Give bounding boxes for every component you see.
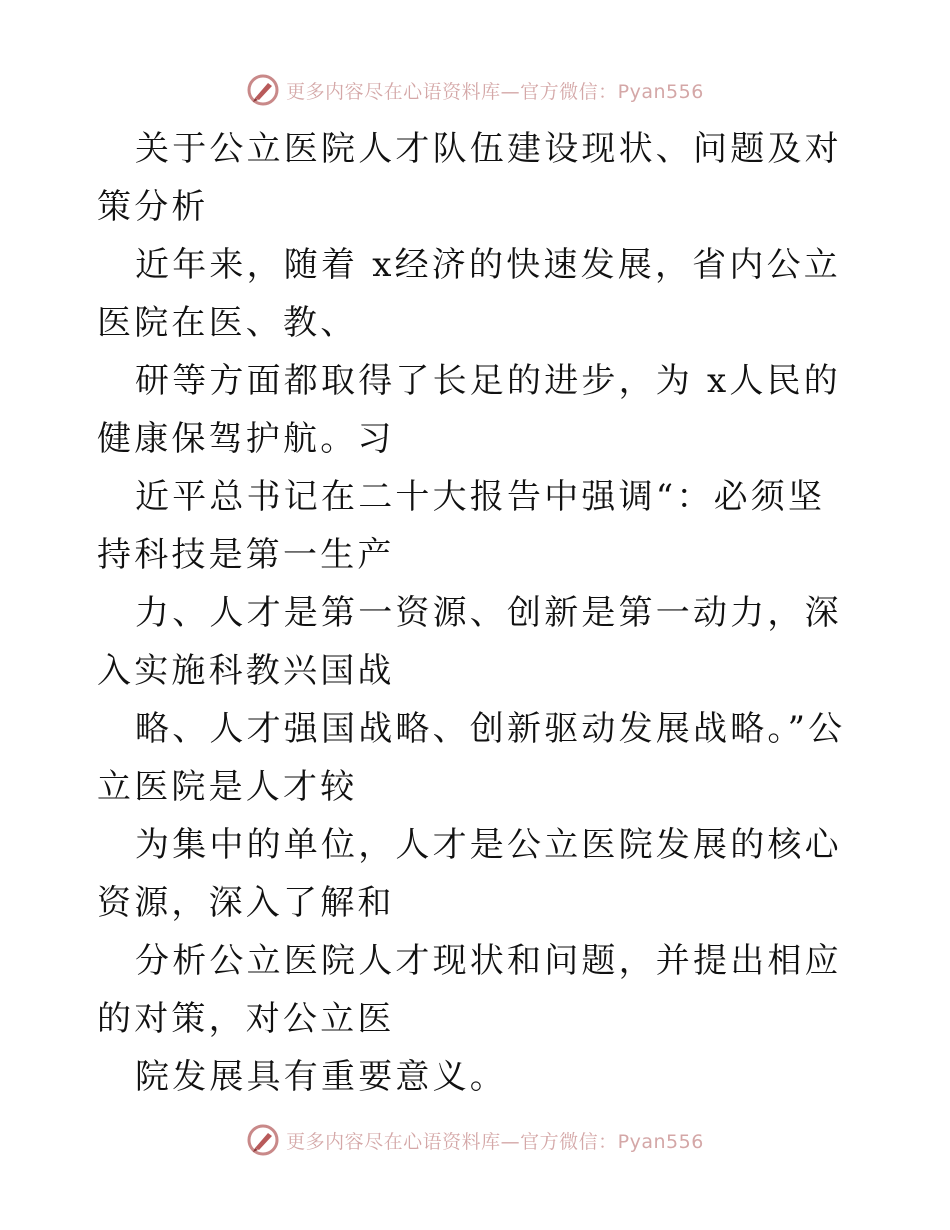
title-paragraph: 关于公立医院人才队伍建设现状、问题及对策分析 <box>97 129 842 227</box>
header-watermark <box>0 70 950 110</box>
pen-nib-logo-icon <box>246 1123 280 1157</box>
body-paragraph: 研等方面都取得了长足的进步，为 x人民的健康保驾护航。习 <box>97 361 841 459</box>
body-paragraph: 近年来，随着 x经济的快速发展，省内公立医院在医、教、 <box>97 245 841 343</box>
body-paragraph: 略、人才强国战略、创新驱动发展战略。”公立医院是人才较 <box>97 709 846 807</box>
body-paragraph: 为集中的单位，人才是公立医院发展的核心资源，深入了解和 <box>97 825 842 923</box>
body-paragraph: 近平总书记在二十大报告中强调“：必须坚持科技是第一生产 <box>97 477 826 575</box>
body-paragraph: 分析公立医院人才现状和问题，并提出相应的对策，对公立医 <box>97 941 842 1039</box>
document-body <box>97 120 857 1106</box>
pen-nib-logo-icon <box>246 73 280 107</box>
body-paragraph: 力、人才是第一资源、创新是第一动力，深入实施科教兴国战 <box>97 593 842 691</box>
watermark-text: 更多内容尽在心语资料库—官方微信：Pyan556 <box>286 1130 704 1153</box>
watermark-text: 更多内容尽在心语资料库—官方微信：Pyan556 <box>286 80 704 103</box>
body-paragraph: 院发展具有重要意义。 <box>135 1057 507 1097</box>
footer-watermark <box>0 1120 950 1160</box>
